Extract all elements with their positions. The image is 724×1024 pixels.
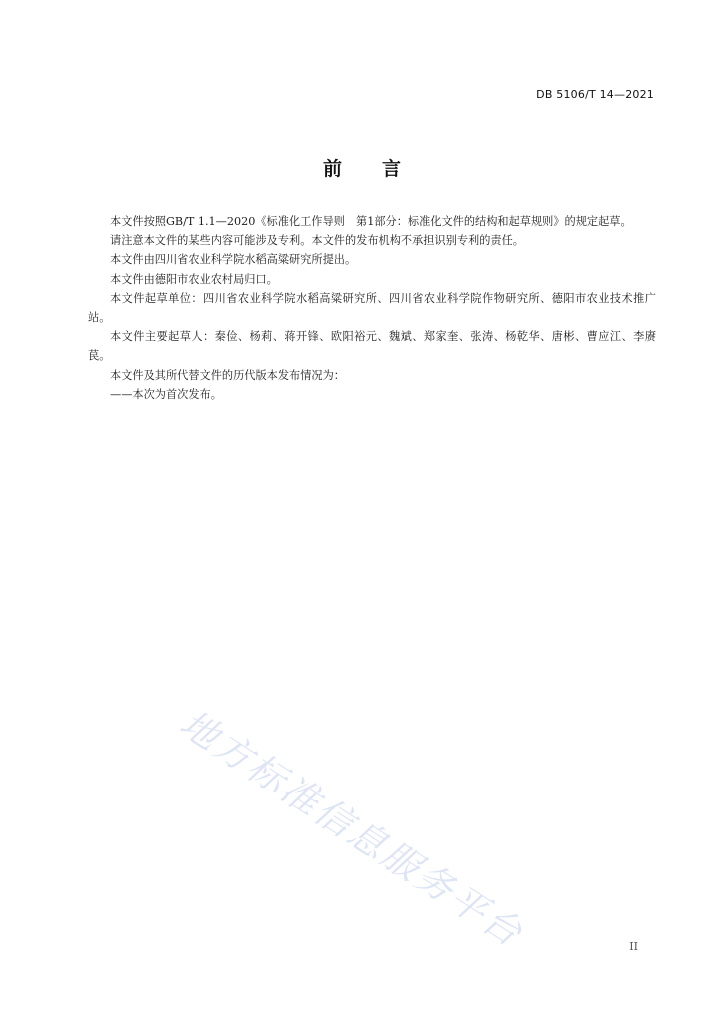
paragraph-drafting-rule: 本文件按照GB/T 1.1—2020《标准化工作导则 第1部分：标准化文件的结构和起草规则》的规定起草。 bbox=[110, 215, 632, 228]
document-code: DB 5106/T 14—2021 bbox=[536, 88, 654, 101]
paragraph-first-release: ——本次为首次发布。 bbox=[110, 387, 222, 401]
paragraph-drafters: 本文件主要起草人：秦俭、杨莉、蒋开锋、欧阳裕元、魏斌、郑家奎、张涛、杨乾华、唐彬、曹应江、李赓苠。 bbox=[88, 330, 656, 363]
paragraph-centralized-by: 本文件由德阳市农业农村局归口。 bbox=[110, 272, 278, 286]
paragraph-drafting-units: 本文件起草单位：四川省农业科学院水稻高粱研究所、四川省农业科学院作物研究所、德阳市农业技术推广站。 bbox=[88, 291, 656, 325]
watermark-text: 地方标准信息服务平台 bbox=[172, 701, 532, 956]
page-number: II bbox=[629, 940, 638, 953]
paragraph-version-history: 本文件及其所代替文件的历代版本发布情况为： bbox=[110, 368, 345, 382]
page-title: 前言 bbox=[322, 158, 441, 180]
paragraph-proposer: 本文件由四川省农业科学院水稻高粱研究所提出。 bbox=[110, 253, 357, 267]
paragraph-patent-notice: 请注意本文件的某些内容可能涉及专利。本文件的发布机构不承担识别专利的责任。 bbox=[110, 234, 524, 248]
foreword-body bbox=[88, 212, 656, 404]
